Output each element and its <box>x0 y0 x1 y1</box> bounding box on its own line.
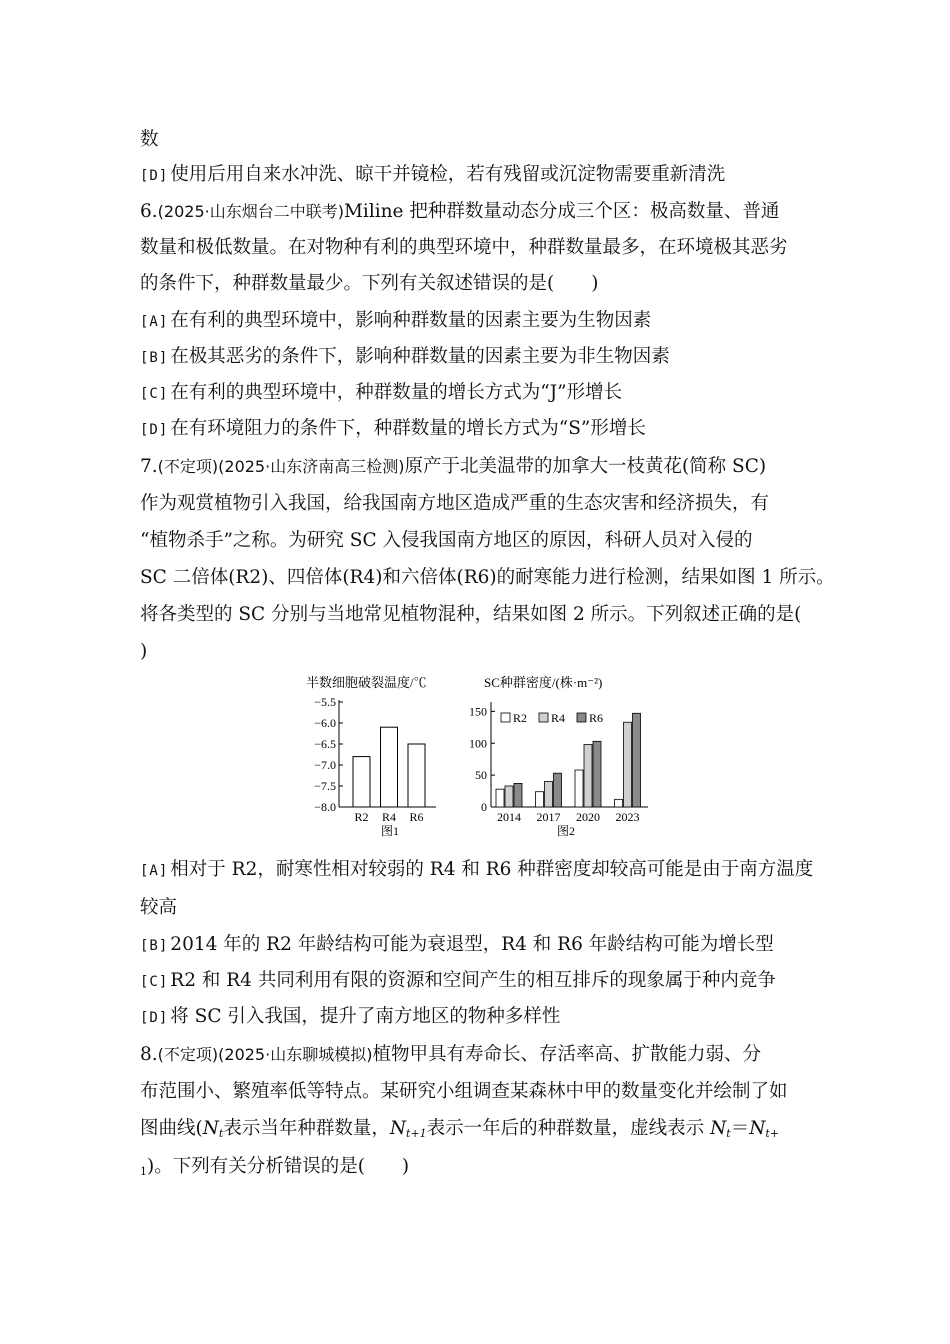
fig2-x-tick-label: 2014 <box>497 810 521 824</box>
fig2-caption: 图2 <box>556 824 576 838</box>
fig2-legend-swatch <box>501 713 510 722</box>
q7-stem-line2: 作为观赏植物引入我国，给我国南方地区造成严重的生态灾害和经济损失，有 <box>140 493 770 514</box>
fig1-x-tick-label: R4 <box>381 810 397 824</box>
fig2-bar-r6 <box>554 773 562 807</box>
fig2-y-tick-label: 100 <box>469 736 487 751</box>
fig2-y-tick-label: 0 <box>481 800 487 814</box>
fig1-x-tick-label: R6 <box>409 810 424 824</box>
fig2-bar-r4 <box>584 745 592 807</box>
fig2-legend-label: R2 <box>513 711 528 725</box>
fig1-y-tick-label: −6.0 <box>314 716 336 730</box>
fig2-bar-r2 <box>615 799 623 807</box>
fig1-y-tick-label: −7.5 <box>314 779 336 793</box>
fig2-y-tick-label: 150 <box>469 704 487 719</box>
fig2-bar-r6 <box>514 783 522 807</box>
fig2-x-tick-label: 2020 <box>576 810 600 824</box>
q8-stem-line2: 布范围小、繁殖率低等特点。某研究小组调查某森林中甲的数量变化并绘制了如 <box>140 1081 788 1102</box>
q7-stem-line1: 7.(不定项)(2025·山东济南高三检测)原产于北美温带的加拿大一枝黄花(简称 SC) <box>140 456 767 477</box>
fig2-legend-swatch <box>577 713 586 722</box>
q7-option-a-line1: [A] 相对于 R2，耐寒性相对较弱的 R4 和 R6 种群密度却较高可能是由于南方温度 <box>140 859 814 880</box>
fig1-bar <box>353 757 370 807</box>
figure-svg <box>296 672 656 846</box>
q7-figures <box>296 672 656 846</box>
q6-option-a: [A] 在有利的典型环境中，影响种群数量的因素主要为生物因素 <box>140 310 652 331</box>
fig1-chart <box>314 695 436 824</box>
fig2-legend-label: R6 <box>589 711 604 725</box>
q6-stem-line3: 的条件下，种群数量最少。下列有关叙述错误的是( ) <box>140 273 599 294</box>
q7-option-a-line2: 较高 <box>140 897 178 918</box>
fig2-bar-r2 <box>496 789 504 807</box>
fig1-title: 半数细胞破裂温度/℃ <box>306 675 427 690</box>
fig1-caption: 图1 <box>380 824 400 838</box>
fig1-bar <box>381 727 398 807</box>
fig2-title: SC种群密度/(株·m⁻²) <box>484 675 603 690</box>
fig2-bar-r2 <box>536 792 544 807</box>
q8-stem-line4: $_1$)。下列有关分析错误的是( ) <box>140 1156 410 1178</box>
q7-stem-line5: 将各类型的 SC 分别与当地常见植物混种，结果如图 2 所示。下列叙述正确的是( <box>140 604 802 625</box>
fig1-y-tick-label: −6.5 <box>314 737 336 751</box>
q7-option-d: [D] 将 SC 引入我国，提升了南方地区的物种多样性 <box>140 1006 561 1027</box>
fig2-chart <box>469 702 648 824</box>
fig1-y-tick-label: −8.0 <box>314 800 336 814</box>
q6-option-b: [B] 在极其恶劣的条件下，影响种群数量的因素主要为非生物因素 <box>140 346 670 367</box>
q7-stem-line4: SC 二倍体(R2)、四倍体(R4)和六倍体(R6)的耐寒能力进行检测，结果如图 1 所示。 <box>140 567 835 588</box>
fig1-bar <box>408 744 425 807</box>
fig2-x-tick-label: 2023 <box>615 810 640 824</box>
q7-stem-line3: “植物杀手”之称。为研究 SC 入侵我国南方地区的原因，科研人员对入侵的 <box>140 530 753 551</box>
fig1-x-tick-label: R2 <box>354 810 369 824</box>
fig1-y-tick-label: −5.5 <box>314 695 336 709</box>
q7-option-c: [C] R2 和 R4 共同利用有限的资源和空间产生的相互排斥的现象属于种内竞争 <box>140 970 776 991</box>
q5-option-d: [D] 使用后用自来水冲洗、晾干并镜检，若有残留或沉淀物需要重新清洗 <box>140 164 726 185</box>
q6-stem-line2: 数量和极低数量。在对物种有利的典型环境中，种群数量最多，在环境极其恶劣 <box>140 237 788 258</box>
fig2-legend-label: R4 <box>551 711 566 725</box>
q6-stem-line1: 6.(2025·山东烟台二中联考)Miline 把种群数量动态分成三个区：极高数量、普通 <box>140 201 780 222</box>
q6-option-c: [C] 在有利的典型环境中，种群数量的增长方式为“J”形增长 <box>140 382 623 403</box>
fig2-y-tick-label: 50 <box>475 768 487 783</box>
fig1-y-tick-label: −7.0 <box>314 758 336 772</box>
fig2-bar-r6 <box>593 741 601 807</box>
q8-stem-line1: 8.(不定项)(2025·山东聊城模拟)植物甲具有寿命长、存活率高、扩散能力弱、分 <box>140 1044 761 1065</box>
q6-option-d: [D] 在有环境阻力的条件下，种群数量的增长方式为“S”形增长 <box>140 418 646 439</box>
q8-stem-line3: 图曲线($N_t$表示当年种群数量，$N_{t+1}$表示一年后的种群数量，虚线表示 $N_t=N_{t+}$ <box>140 1118 780 1140</box>
fig2-bar-r4 <box>624 722 632 807</box>
fig2-bar-r4 <box>545 782 553 808</box>
q7-option-b: [B] 2014 年的 R2 年龄结构可能为衰退型，R4 和 R6 年龄结构可能为增长型 <box>140 934 774 955</box>
fig2-legend-swatch <box>539 713 548 722</box>
fig2-bar-r4 <box>505 786 513 807</box>
q7-stem-line6: ) <box>140 641 148 662</box>
fig2-x-tick-label: 2017 <box>536 810 561 824</box>
line-continuation: 数 <box>140 129 159 150</box>
fig2-bar-r2 <box>575 770 583 807</box>
fig2-bar-r6 <box>633 713 641 807</box>
